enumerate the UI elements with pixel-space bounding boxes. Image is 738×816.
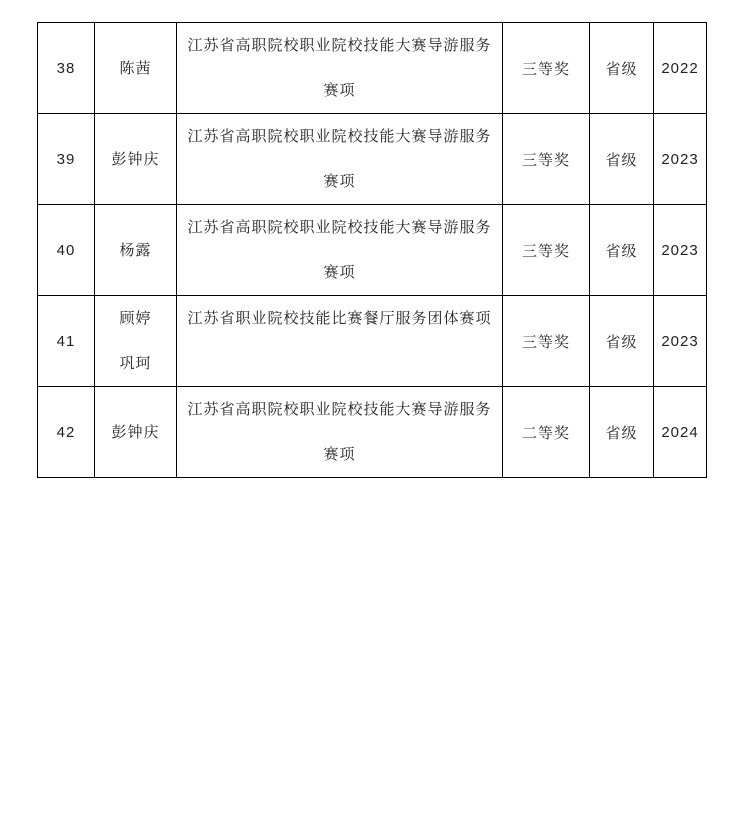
- student-name-text: 陈茜: [119, 58, 152, 77]
- row-number: 42: [38, 387, 95, 478]
- table-row: [38, 23, 707, 114]
- student-name-text: 顾婷 巩珂: [119, 309, 152, 372]
- award-year: 2022: [654, 23, 707, 114]
- table-row: [38, 114, 707, 205]
- row-number: 40: [38, 205, 95, 296]
- award-level: 省级: [590, 296, 654, 387]
- competition-event-text: 江苏省职业院校技能比赛餐厅服务团体赛项: [187, 309, 492, 327]
- award-grade: 三等奖: [503, 205, 590, 296]
- competition-event: [177, 23, 503, 114]
- award-level: 省级: [590, 23, 654, 114]
- row-number: 39: [38, 114, 95, 205]
- competition-event: [177, 387, 503, 478]
- competition-event-text: 江苏省高职院校职业院校技能大赛导游服务赛项: [187, 218, 492, 281]
- award-grade: 三等奖: [503, 296, 590, 387]
- award-level: 省级: [590, 205, 654, 296]
- award-year: 2023: [654, 205, 707, 296]
- award-grade: 二等奖: [503, 387, 590, 478]
- award-year: 2024: [654, 387, 707, 478]
- row-number: 41: [38, 296, 95, 387]
- award-year: 2023: [654, 296, 707, 387]
- competition-event: [177, 205, 503, 296]
- student-name: [95, 296, 177, 387]
- table-row: [38, 205, 707, 296]
- award-grade: 三等奖: [503, 114, 590, 205]
- competition-event: [177, 114, 503, 205]
- table-row: [38, 296, 707, 387]
- row-number: 38: [38, 23, 95, 114]
- competition-event: [177, 296, 503, 387]
- award-level: 省级: [590, 114, 654, 205]
- student-name-text: 彭钟庆: [111, 149, 160, 168]
- student-name: [95, 114, 177, 205]
- awards-table: [37, 22, 707, 478]
- student-name-text: 杨露: [119, 240, 152, 259]
- student-name: [95, 23, 177, 114]
- competition-event-text: 江苏省高职院校职业院校技能大赛导游服务赛项: [187, 36, 492, 99]
- table-row: [38, 387, 707, 478]
- student-name: [95, 387, 177, 478]
- student-name: [95, 205, 177, 296]
- award-level: 省级: [590, 387, 654, 478]
- student-name-text: 彭钟庆: [111, 422, 160, 441]
- competition-event-text: 江苏省高职院校职业院校技能大赛导游服务赛项: [187, 400, 492, 463]
- award-year: 2023: [654, 114, 707, 205]
- award-grade: 三等奖: [503, 23, 590, 114]
- competition-event-text: 江苏省高职院校职业院校技能大赛导游服务赛项: [187, 127, 492, 190]
